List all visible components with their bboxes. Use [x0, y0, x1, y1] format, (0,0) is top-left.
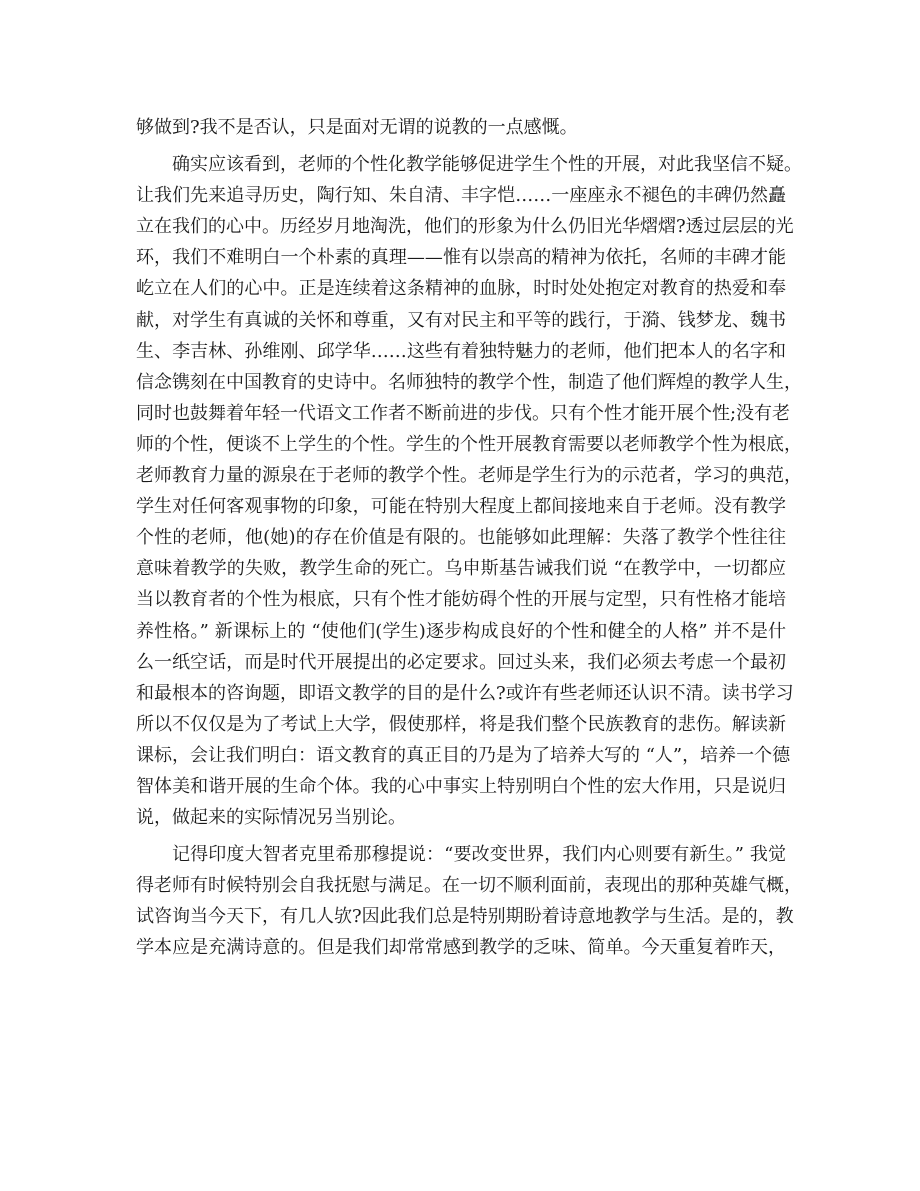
text-line: 够做到?我不是否认，只是面对无谓的说教的一点感慨。 [136, 117, 578, 138]
text-line: 意味着教学的失败，教学生命的死亡。乌申斯基告诫我们说 “在教学中，一切都应 [136, 558, 786, 580]
text-line: 立在我们的心中。历经岁月地淘洗，他们的形象为什么仍旧光华熠熠?透过层层的光 [136, 216, 794, 238]
document-body [136, 112, 802, 964]
text-line: 和最根本的咨询题，即语文教学的目的是什么?或许有些老师还认识不清。读书学习 [136, 682, 794, 704]
paragraph-first-line: 确实应该看到，老师的个性化教学能够促进学生个性的开展，对此我坚信不疑。 [172, 154, 802, 176]
text-line: 得老师有时候特别会自我抚慰与满足。在一切不顺利面前，表现出的那种英雄气概， [136, 875, 802, 897]
text-line: 老师教育力量的源泉在于老师的教学个性。老师是学生行为的示范者，学习的典范， [136, 465, 802, 487]
text-line: 学生对任何客观事物的印象，可能在特别大程度上都间接地来自于老师。没有教学 [136, 496, 786, 518]
text-line: 试咨询当今天下，有几人欤?因此我们总是特别期盼着诗意地教学与生活。是的，教 [136, 906, 794, 928]
text-line: 让我们先来追寻历史，陶行知、朱自清、丰字恺……一座座永不褪色的丰碑仍然矗 [136, 185, 786, 207]
text-line: 智体美和谐开展的生命个体。我的心中事实上特别明白个性的宏大作用，只是说归 [136, 775, 786, 797]
paragraph-last-line: 说，做起来的实际情况另当别论。 [136, 807, 406, 829]
text-line: 么一纸空话，而是时代开展提出的必定要求。回过头来，我们必须去考虑一个最初 [136, 651, 786, 673]
text-line: 献，对学生有真诚的关怀和尊重，又有对民主和平等的践行，于漪、钱梦龙、魏书 [136, 309, 786, 331]
text-line: 当以教育者的个性为根底，只有个性才能妨碍个性的开展与定型，只有性格才能培 [136, 589, 786, 611]
text-line: 师的个性，便谈不上学生的个性。学生的个性开展教育需要以老师教学个性为根底， [136, 433, 802, 455]
text-line: 屹立在人们的心中。正是连续着这条精神的血脉，时时处处抱定对教育的热爱和奉 [136, 278, 786, 300]
text-line: 课标，会让我们明白：语文教育的真正目的乃是为了培养大写的 “人”，培养一个德 [136, 744, 791, 766]
text-line: 信念镌刻在中国教育的史诗中。名师独特的教学个性，制造了他们辉煌的教学人生， [136, 371, 802, 393]
text-line: 环，我们不难明白一个朴素的真理——惟有以崇高的精神为依托，名师的丰碑才能 [136, 247, 786, 269]
text-line: 同时也鼓舞着年轻一代语文工作者不断前进的步伐。只有个性才能开展个性;没有老 [136, 402, 791, 424]
text-line: 学本应是充满诗意的。但是我们却常常感到教学的乏味、简单。今天重复着昨天， [136, 937, 786, 959]
text-line: 养性格。” 新课标上的 “使他们(学生)逐步构成良好的个性和健全的人格” 并不是什 [136, 620, 786, 642]
text-line: 生、李吉林、孙维刚、邱学华……这些有着独特魅力的老师，他们把本人的名字和 [136, 340, 786, 362]
text-line: 所以不仅仅是为了考试上大学，假使那样，将是我们整个民族教育的悲伤。解读新 [136, 713, 786, 735]
text-line: 个性的老师，他(她)的存在价值是有限的。也能够如此理解：失落了教学个性往往 [136, 527, 786, 549]
paragraph-first-line: 记得印度大智者克里希那穆提说：“要改变世界，我们内心则要有新生。” 我觉 [172, 844, 786, 866]
